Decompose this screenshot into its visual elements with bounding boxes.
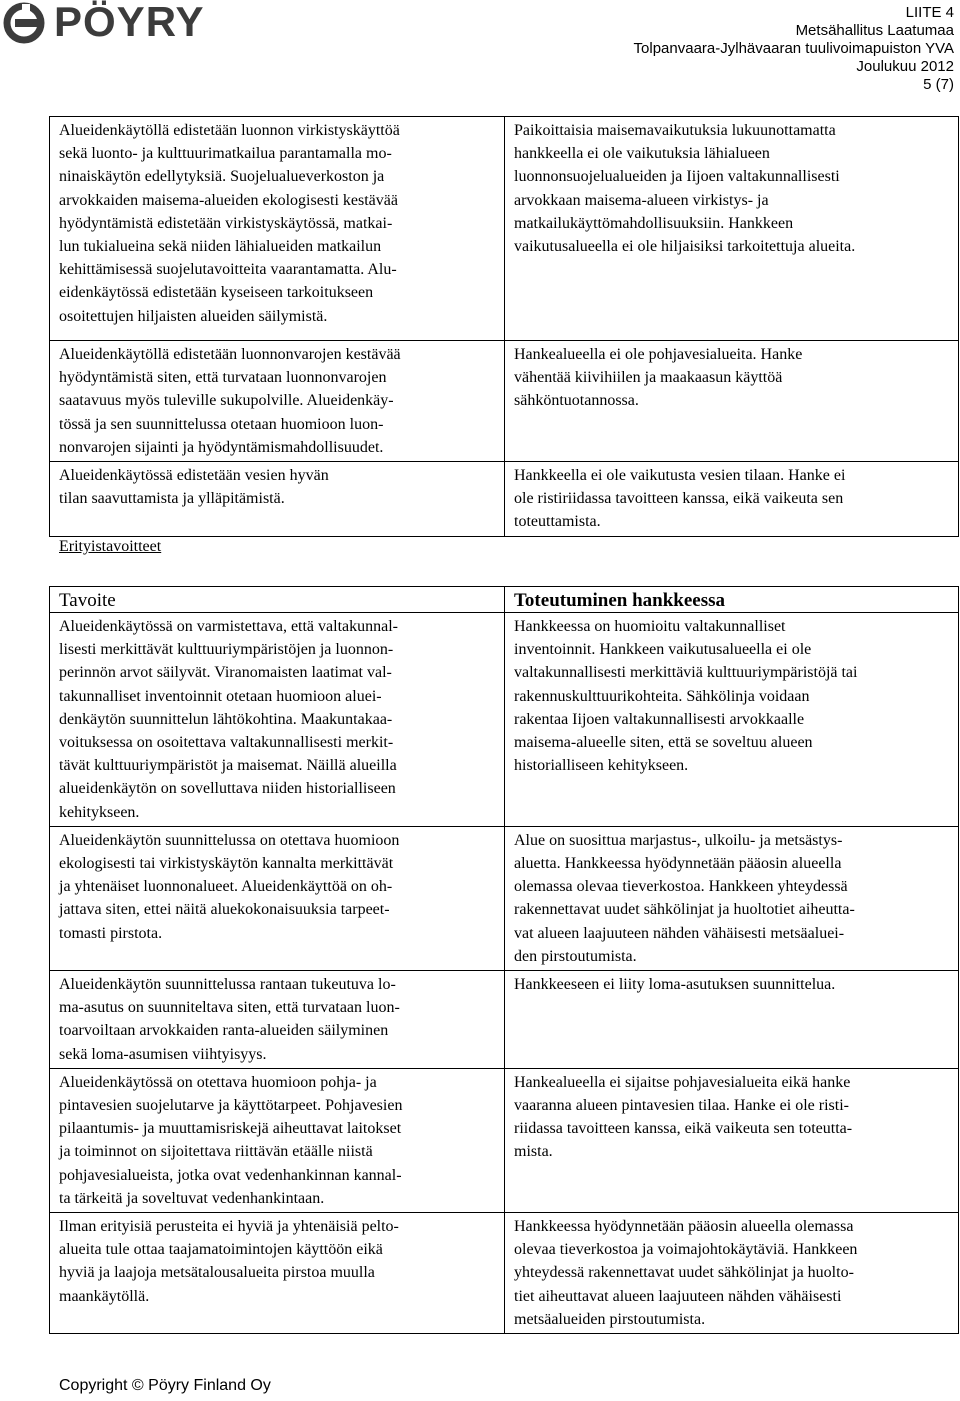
table-row — [50, 826, 959, 970]
footer-copyright: Copyright © Pöyry Finland Oy — [59, 1377, 271, 1394]
page-number: 5 (7) — [923, 76, 954, 93]
table-row — [50, 613, 959, 827]
table-row — [50, 1068, 959, 1212]
goal-cell: Alueidenkäytöllä edistetään luonnon virkistyskäyttöä sekä luonto- ja kulttuurimatkailua parantamalla mo- ninaiskäytön edellytyksiä. Suojelualueverkoston ja arvokkaiden maisema-alueiden ekologisesti kestävää hyödyntämistä edistetään virkistyskäytössä, matkai- lun tukialueina sekä niiden lähialueiden matkailun kehittämisessä suojelutavoitteita vaarantamatta. Alu- eidenkäytössä edistetään kyseiseen tarkoitukseen osoitettujen hiljaisten alueiden säilymistä. — [50, 117, 505, 341]
goal-cell: Alueidenkäytössä on otettava huomioon pohja- ja pintavesien suojelutarve ja käyttötarpeet. Pohjavesien pilaantumis- ja muuttamisriskejä aiheuttavat laitokset ja toiminnot on sijoitettava riittävän etäälle niistä pohjavesialueista, jotka ovat vedenhankinnan kannal- ta tärkeitä ja soveltuvat vedenhankintaan. — [50, 1068, 505, 1212]
table-row — [50, 341, 959, 462]
client-name: Metsähallitus Laatumaa — [795, 22, 954, 39]
implementation-cell: Hankkeella ei ole vaikutusta vesien tilaan. Hanke ei ole ristiriidassa tavoitteen kanssa, eikä vaikeuta sen toteuttamista. — [505, 462, 959, 537]
implementation-cell: Hankkeeseen ei liity loma-asutuksen suunnittelua. — [505, 971, 959, 1069]
column-header-implementation: Toteutuminen hankkeessa — [505, 587, 959, 613]
general-goals-table — [49, 116, 959, 537]
table-row — [50, 117, 959, 341]
project-title: Tolpanvaara-Jylhävaaran tuulivoimapuiston YVA — [633, 40, 954, 57]
implementation-cell: Hankealueella ei ole pohjavesialueita. Hanke vähentää kiivihiilen ja maakaasun käyttöä sähköntuotannossa. — [505, 341, 959, 462]
implementation-cell: Alue on suosittua marjastus-, ulkoilu- ja metsästys- aluetta. Hankkeessa hyödynnetään pääosin alueella olemassa olevaa tieverkostoa. Hankkeen yhteydessä rakennettavat uudet sähkölinjat ja huoltotiet aiheutta- vat alueen laajuuteen nähden vähäisesti metsäaluei- den pirstoutumista. — [505, 826, 959, 970]
goal-cell: Alueidenkäytön suunnittelussa on otettava huomioon ekologisesti tai virkistyskäytön kannalta merkittävät ja yhtenäiset luonnonalueet. Alueidenkäyttöä on oh- jattava siten, ettei näitä aluekokonaisuuksia tarpeet- tomasti pirstota. — [50, 826, 505, 970]
table-row — [50, 1213, 959, 1334]
goal-cell: Alueidenkäytön suunnittelussa rantaan tukeutuva lo- ma-asutus on suunniteltava siten, että turvataan luon- toarvoiltaan arvokkaiden ranta-alueiden säilyminen sekä loma-asumisen viihtyisyys. — [50, 971, 505, 1069]
document-header — [634, 4, 954, 94]
goal-cell: Ilman erityisiä perusteita ei hyviä ja yhtenäisiä pelto- alueita tule ottaa taajamatoimintojen käyttöön eikä hyviä ja laajoja metsätalousalueita pirstoa muulla maankäytöllä. — [50, 1213, 505, 1334]
implementation-cell: Hankealueella ei sijaitse pohjavesialueita eikä hanke vaaranna alueen pintavesien tilaa. Hanke ei ole risti- riidassa tavoitteen kanssa, eikä vaikeuta sen toteutta- mista. — [505, 1068, 959, 1212]
table-row — [50, 462, 959, 537]
column-header-goal: Tavoite — [50, 587, 505, 613]
logo-wordmark: PÖYRY — [54, 0, 205, 45]
special-goals-table — [49, 586, 959, 1334]
implementation-cell: Hankkeessa hyödynnetään pääosin alueella olemassa olevaa tieverkostoa ja voimajohtokäytäviä. Hankkeen yhteydessä rakennettavat uudet sähkölinjat ja huolto- tiet aiheuttavat alueen laajuuteen nähden vähäisesti metsäalueiden pirstoutumista. — [505, 1213, 959, 1334]
goal-cell: Alueidenkäytössä edistetään vesien hyvän tilan saavuttamista ja ylläpitämistä. — [50, 462, 505, 537]
poyry-logo-icon — [2, 2, 48, 44]
section-heading: Erityistavoitteet — [59, 538, 162, 555]
goal-cell: Alueidenkäytöllä edistetään luonnonvarojen kestävää hyödyntämistä siten, että turvataan luonnonvarojen saatavuus myös tuleville sukupolville. Alueidenkäy- tössä ja sen suunnittelussa otetaan huomioon luon- nonvarojen sijainti ja hyödyntämismahdollisuudet. — [50, 341, 505, 462]
table-row — [50, 971, 959, 1069]
document-date: Joulukuu 2012 — [856, 58, 954, 75]
company-logo — [2, 2, 242, 44]
goal-cell: Alueidenkäytössä on varmistettava, että valtakunnal- lisesti merkittävät kulttuuriympäristöjen ja luonnon- perinnön arvot säilyvät. Viranomaisten laatimat val- takunnalliset inventoinnit otetaan huomioon aluei- denkäytön suunnittelun lähtökohtina. Maakuntakaa- voituksessa on osoitettava valtakunnallisesti merkit- tävät kulttuuriympäristöt ja maisemat. Näillä alueilla alueidenkäytön on sovelluttava niiden historialliseen kehitykseen. — [50, 613, 505, 827]
appendix-label: LIITE 4 — [905, 4, 954, 21]
implementation-cell: Hankkeessa on huomioitu valtakunnalliset inventoinnit. Hankkeen vaikutusalueella ei ole valtakunnallisesti merkittäviä kulttuuriympäristöjä tai rakennuskulttuurikohteita. Sähkölinja voidaan rakentaa Iijoen valtakunnallisesti arvokkaalle maisema-alueelle siten, että se soveltuu alueen historialliseen kehitykseen. — [505, 613, 959, 827]
table-header-row — [50, 587, 959, 613]
implementation-cell: Paikoittaisia maisemavaikutuksia lukuunottamatta hankkeella ei ole vaikutuksia lähialueen luonnonsuojelualueiden ja Iijoen valtakunnallisesti arvokkaan maisema-alueen virkistys- ja matkailukäyttömahdollisuuksiin. Hankkeen vaikutusalueella ei ole hiljaisiksi tarkoitettuja alueita. — [505, 117, 959, 341]
